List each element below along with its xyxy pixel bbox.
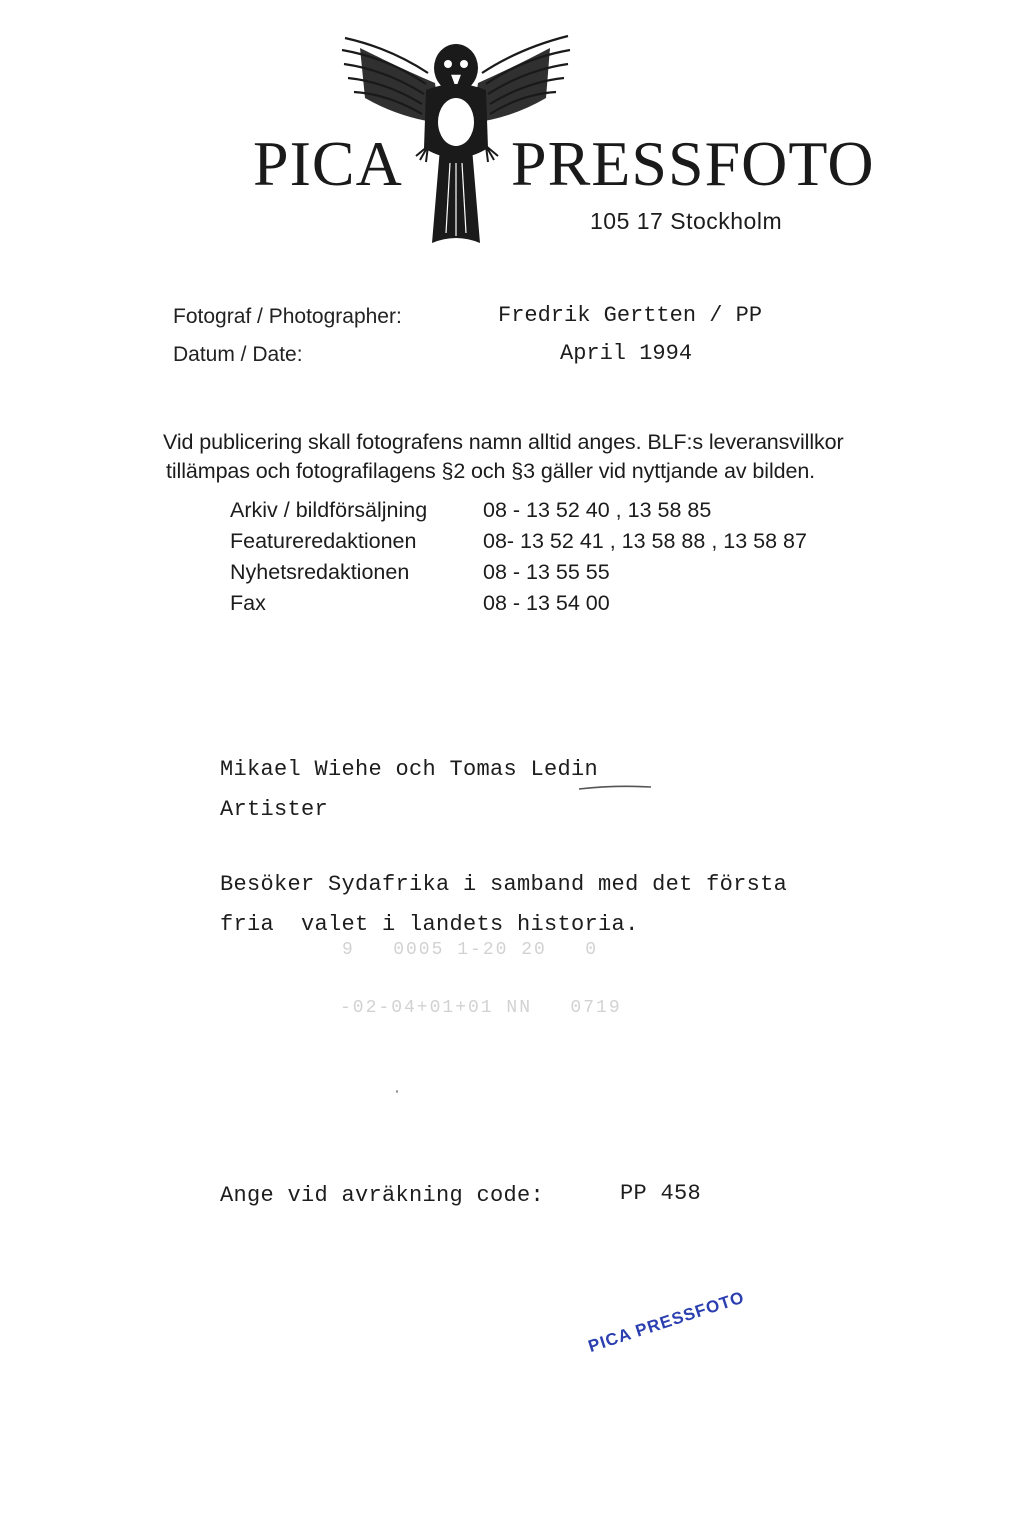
date-value: April 1994 (560, 341, 693, 366)
contact-name: Featureredaktionen (230, 529, 417, 553)
caption-description-line-2: fria valet i landets historia. (220, 912, 639, 937)
pica-pressfoto-stamp: PICA PRESSFOTO (585, 1287, 747, 1357)
contact-row (230, 557, 807, 588)
contact-name: Nyhetsredaktionen (230, 560, 410, 584)
handwritten-underline (577, 785, 653, 791)
usage-notice-line-1: Vid publicering skall fotografens namn alltid anges. BLF:s leveransvillkor (163, 430, 844, 454)
contact-phone: 08 - 13 52 40 , 13 58 85 (483, 498, 712, 522)
contact-phone: 08 - 13 54 00 (483, 591, 610, 615)
billing-code-label: Ange vid avräkning code: (220, 1183, 545, 1208)
contact-row (230, 526, 807, 557)
contact-name: Arkiv / bildförsäljning (230, 498, 428, 522)
faded-print-line-1: 9 0005 1-20 20 0 (342, 940, 599, 960)
photographer-label: Fotograf / Photographer: (173, 305, 402, 328)
brand-name-left: PICA (253, 128, 403, 199)
date-label: Datum / Date: (173, 343, 303, 366)
brand-name-right: PRESSFOTO (511, 128, 875, 199)
photographer-value: Fredrik Gertten / PP (498, 303, 763, 328)
contact-phone: 08 - 13 55 55 (483, 560, 610, 584)
contact-name: Fax (230, 591, 266, 615)
caption-names: Mikael Wiehe och Tomas Ledin (220, 757, 599, 782)
contact-phone: 08- 13 52 41 , 13 58 88 , 13 58 87 (483, 529, 807, 553)
contact-row (230, 588, 807, 619)
billing-code-value: PP 458 (620, 1181, 702, 1206)
usage-notice (163, 428, 844, 486)
faded-print-line-2: -02-04+01+01 NN 0719 (340, 998, 622, 1018)
contact-list (230, 495, 807, 619)
address: 105 17 Stockholm (590, 208, 783, 234)
ink-speck (396, 1090, 398, 1093)
caption-role: Artister (220, 797, 329, 822)
caption-description-line-1: Besöker Sydafrika i samband med det första (220, 872, 788, 897)
usage-notice-line-2: tillämpas och fotografilagens §2 och §3 gäller vid nyttjande av bilden. (166, 459, 816, 483)
contact-row (230, 495, 807, 526)
